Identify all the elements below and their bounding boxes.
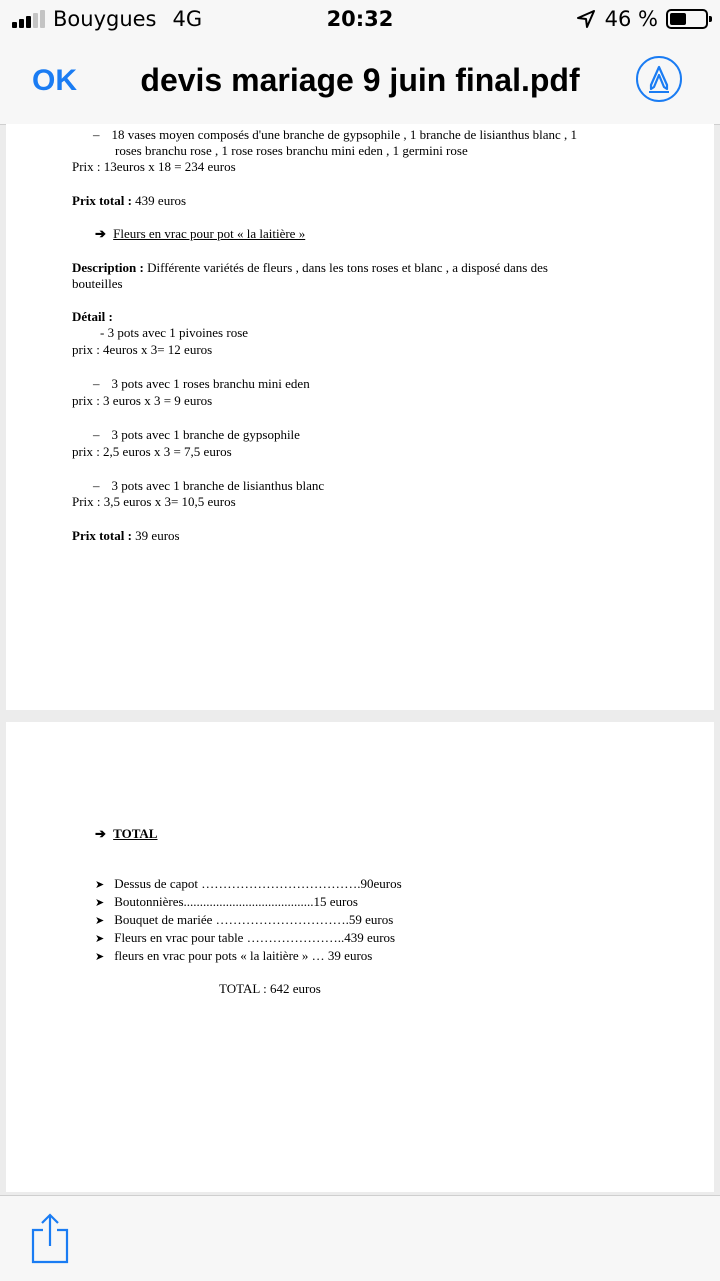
markup-button[interactable] xyxy=(636,56,682,102)
summary-line-4: ➤ Fleurs en vrac pour table …………………..439 euros xyxy=(95,930,396,945)
detail-item-4: – 3 pots avec 1 branche de lisianthus blanc xyxy=(93,478,325,493)
detail-item-1: - 3 pots avec 1 pivoines rose xyxy=(100,325,249,340)
share-icon xyxy=(30,1212,70,1264)
description-line-1: Description : Différente variétés de fleurs , dans les tons roses et blanc , a disposé dans des xyxy=(72,260,548,275)
share-button[interactable] xyxy=(30,1212,70,1262)
navigation-bar xyxy=(0,40,720,125)
detail-item-3-price: prix : 2,5 euros x 3 = 7,5 euros xyxy=(72,444,232,459)
total-price-1: Prix total : 439 euros xyxy=(72,193,187,208)
bullet-arrow-icon: ➤ xyxy=(95,915,105,927)
detail-item-3: – 3 pots avec 1 branche de gypsophile xyxy=(93,427,300,442)
arrow-icon: ➔ xyxy=(95,826,106,841)
vases-price: Prix : 13euros x 18 = 234 euros xyxy=(72,159,236,174)
summary-line-1: ➤ Dessus de capot ……………………………….90euros xyxy=(95,876,402,891)
bullet-arrow-icon: ➤ xyxy=(95,879,105,891)
bullet-arrow-icon: ➤ xyxy=(95,951,105,963)
arrow-icon: ➔ xyxy=(95,226,106,241)
summary-line-3: ➤ Bouquet de mariée ………………………….59 euros xyxy=(95,912,394,927)
document-title: devis mariage 9 juin final.pdf xyxy=(140,62,580,98)
vases-line-1: – 18 vases moyen composés d'une branche de gypsophile , 1 branche de lisianthus blanc , 1 xyxy=(93,127,578,142)
location-arrow-icon xyxy=(577,10,595,28)
detail-item-2-price: prix : 3 euros x 3 = 9 euros xyxy=(72,393,213,408)
detail-item-2: – 3 pots avec 1 roses branchu mini eden xyxy=(93,376,310,391)
vases-line-2: roses branchu rose , 1 rose roses branchu mini eden , 1 germini rose xyxy=(115,143,468,158)
battery-icon xyxy=(666,9,708,29)
carrier-name: Bouygues xyxy=(53,7,157,31)
pdf-page-2[interactable] xyxy=(6,722,714,1192)
bottom-toolbar xyxy=(0,1195,720,1281)
network-type: 4G xyxy=(172,7,203,31)
ok-button[interactable]: OK xyxy=(32,64,77,97)
detail-label: Détail : xyxy=(72,309,113,324)
section-heading: ➔ Fleurs en vrac pour pot « la laitière » xyxy=(95,226,306,241)
total-price-2: Prix total : 39 euros xyxy=(72,528,180,543)
grand-total: TOTAL : 642 euros xyxy=(219,981,321,996)
detail-item-1-price: prix : 4euros x 3= 12 euros xyxy=(72,342,213,357)
bullet-arrow-icon: ➤ xyxy=(95,933,105,945)
summary-line-5: ➤ fleurs en vrac pour pots « la laitière » … 39 euros xyxy=(95,948,373,963)
detail-item-4-price: Prix : 3,5 euros x 3= 10,5 euros xyxy=(72,494,236,509)
status-bar xyxy=(0,0,720,40)
clock: 20:32 xyxy=(326,7,394,31)
bullet-arrow-icon: ➤ xyxy=(95,897,105,909)
pdf-page-1[interactable] xyxy=(6,124,714,710)
total-heading: ➔ TOTAL xyxy=(95,826,158,841)
summary-line-2: ➤ Boutonnières........................................15 euros xyxy=(95,894,358,909)
markup-pen-icon xyxy=(646,65,672,93)
battery-percentage: 46 % xyxy=(604,7,658,31)
description-line-2: bouteilles xyxy=(72,276,123,291)
